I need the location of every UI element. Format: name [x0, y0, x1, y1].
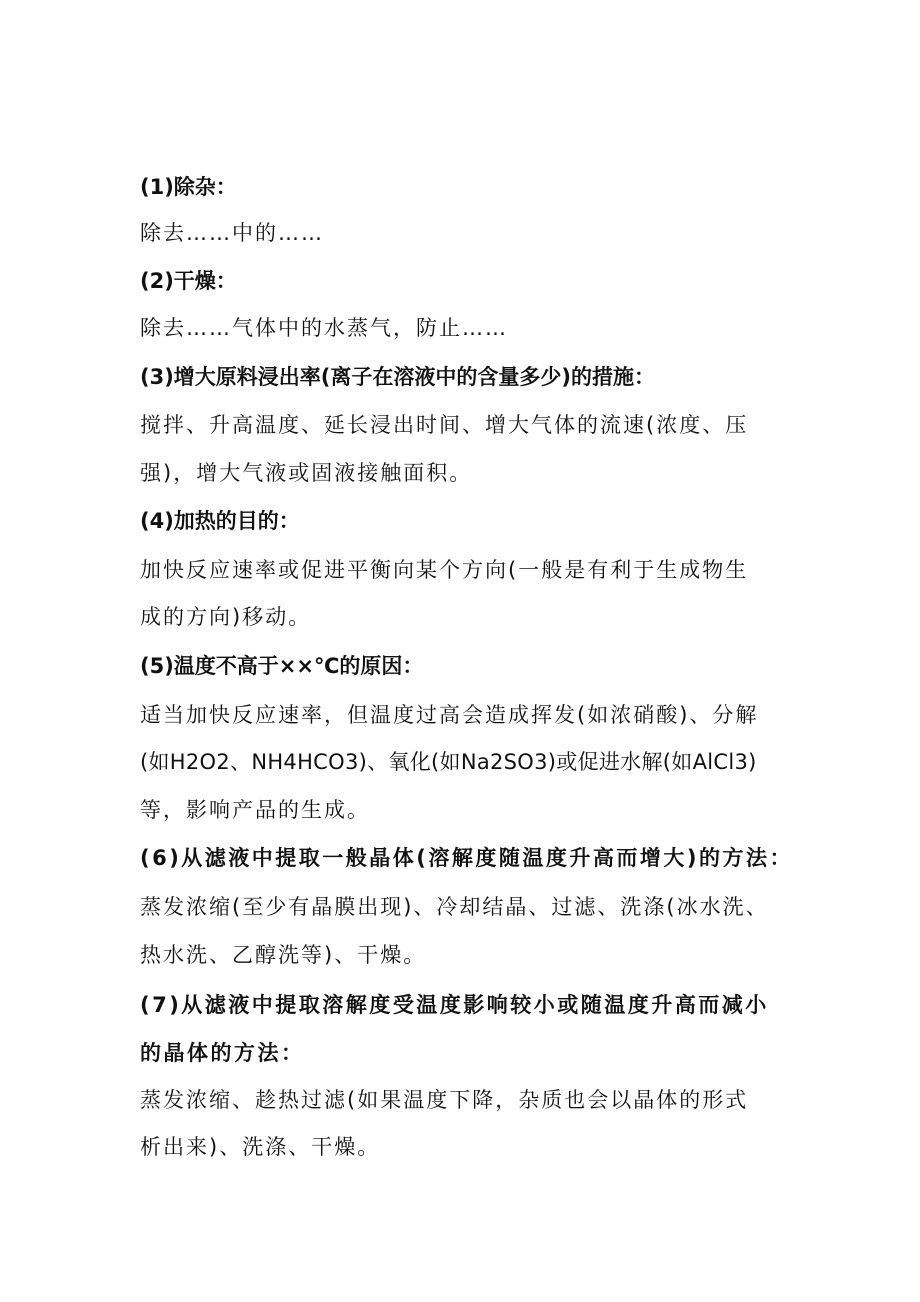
section-3-heading: (3)增大原料浸出率(离子在溶液中的含量多少)的措施：	[140, 365, 656, 389]
section-5-body-line-1: 适当加快反应速率，但温度过高会造成挥发(如浓硝酸)、分解	[140, 703, 759, 727]
section-2-heading: (2)干燥：	[140, 269, 237, 293]
section-1-body-line-1: 除去……中的……	[140, 221, 324, 245]
section-4-heading: (4)加热的目的：	[140, 509, 300, 533]
section-6-body-line-1: 蒸发浓缩(至少有晶膜出现)、冷却结晶、过滤、洗涤(冰水洗、	[140, 895, 769, 919]
section-1-heading: (1)除杂：	[140, 175, 237, 199]
section-3-body-line-1: 搅拌、升高温度、延长浸出时间、增大气体的流速(浓度、压	[140, 413, 749, 437]
section-7-body-line-1: 蒸发浓缩、趁热过滤(如果温度下降，杂质也会以晶体的形式	[140, 1088, 749, 1112]
section-5-heading: (5)温度不高于××℃的原因：	[140, 654, 424, 678]
section-7-heading-line-2: 的晶体的方法：	[140, 1041, 305, 1065]
section-6-heading: (6)从滤液中提取一般晶体(溶解度随温度升高而增大)的方法：	[140, 846, 794, 870]
section-2-body-line-1: 除去……气体中的水蒸气，防止……	[140, 316, 508, 340]
section-7-heading-line-1: (7)从滤液中提取溶解度受温度影响较小或随温度升高而减小	[140, 993, 769, 1017]
section-3-body-line-2: 强)，增大气液或固液接触面积。	[140, 461, 473, 485]
section-7-body-line-2: 析出来)、洗涤、干燥。	[140, 1135, 381, 1159]
section-6-body-line-2: 热水洗、乙醇洗等)、干燥。	[140, 943, 427, 967]
section-4-body-line-1: 加快反应速率或促进平衡向某个方向(一般是有利于生成物生	[140, 558, 749, 582]
section-5-body-line-2: (如H2O2、NH4HCO3)、氧化(如Na2SO3)或促进水解(如AlCl3)	[140, 750, 757, 774]
section-4-body-line-2: 成的方向)移动。	[140, 605, 312, 629]
section-5-body-line-3: 等，影响产品的生成。	[140, 798, 370, 822]
